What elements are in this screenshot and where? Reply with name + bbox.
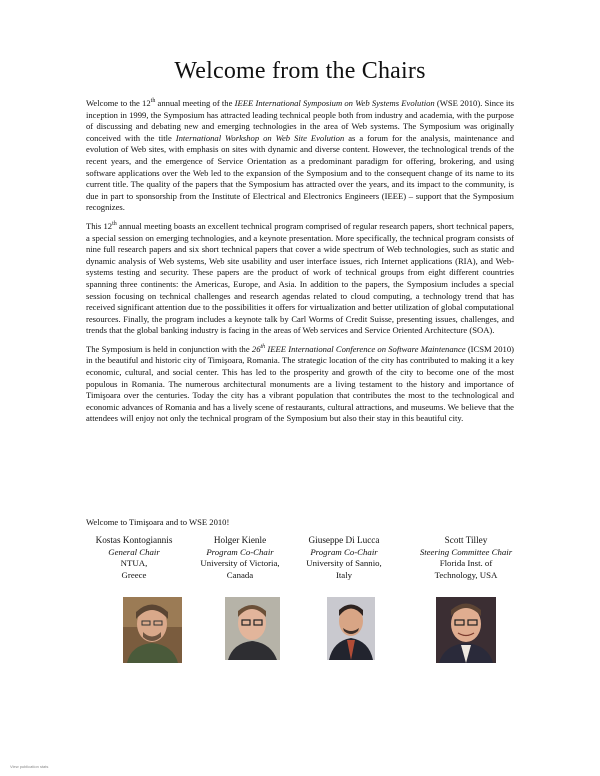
page-title: Welcome from the Chairs xyxy=(174,58,426,84)
chair-affiliation: University of Victoria, xyxy=(200,558,280,568)
chair-steering xyxy=(404,535,528,581)
paragraph-program: This 12th annual meeting boasts an excellent technical program comprised of regular research papers, short technical papers, a special session on emerging technologies, and a keynote presentation. More specifically, the technical program consists of nine full research papers and six short technical papers that cover a wide spectrum of Web technologies, such as static and dynamic analysis of Web systems, Web site usability and user interface issues, rich Internet applications (RIA), and Web-systems testing and security. These papers are the product of work of technical groups from eight different countries spanning three continents: the Americas, Europe, and Asia. In addition to the papers, the Symposium includes a special session focusing on technical challenges and research agendas related to cloud computing, a technology trend that has received significant attention due to the possibilities it offers for virtualization and better utilization of global computational resources. Finally, the program includes a keynote talk by Carl Worms of Credit Suisse, presenting issues, challenges, and trends that the global banking industry is facing in the areas of Web services and Service Oriented Architecture (SOA). xyxy=(86,220,514,336)
footer-note: View publication stats xyxy=(10,764,49,769)
chair-name: Giuseppe Di Lucca xyxy=(308,535,380,545)
chair-affiliation: NTUA, xyxy=(120,558,148,568)
chair-program-1 xyxy=(186,535,294,581)
chair-country: Canada xyxy=(226,569,254,580)
chair-country: Italy xyxy=(335,569,353,580)
chair-name: Kostas Kontogiannis xyxy=(95,535,173,545)
chair-country: Greece xyxy=(121,569,147,580)
chair-affiliation: Florida Inst. of xyxy=(439,558,493,568)
portrait-kienle xyxy=(225,597,280,660)
chair-affiliation: University of Sannio, xyxy=(306,558,382,568)
chair-role: General Chair xyxy=(108,546,160,557)
chair-general xyxy=(80,535,188,581)
chair-role: Program Co-Chair xyxy=(310,546,378,557)
chair-role: Program Co-Chair xyxy=(206,546,274,557)
chair-role: Steering Committee Chair xyxy=(419,546,513,557)
portrait-di-lucca xyxy=(327,597,375,660)
portrait-kontogiannis xyxy=(123,597,182,663)
paragraph-venue: The Symposium is held in conjunction with the 26th IEEE International Conference on Software Maintenance (ICSM 2010) in the beautiful and historic city of Timişoara, Romania. The strategic location of the city has contributed to making it a key economic, cultural, and social center. This has led to the prosperity and growth of the city to become one of the most populous in Romania. The numerous architectural monuments are a living testament to the history and importance of Timişoara over the centuries. Today the city has a vibrant population that contributes the most to the technological and economic advances of Romania and has a lively scene of restaurants, cultural attractions, and museums. We believe that the attendees will enjoy not only the technical program of the Symposium but also their stay in this beautiful city. xyxy=(86,343,514,424)
paragraph-intro: Welcome to the 12th annual meeting of the IEEE International Symposium on Web Systems Evolution (WSE 2010). Since its inception in 1999, the Symposium has attracted leading technical people both from industry and academia, with the purpose of discussing and debating new and emerging technologies in the area of Web systems. The Symposium was originally conceived with the title International Workshop on Web Site Evolution as a forum for the analysis, maintenance and evolution of Web sites, with emphasis on sites with dynamic and diverse content. However, the technological trends of the recent years, and the emergence of Service Orientation as a predominant paradigm for offering, brokering, and using software applications over the Web led to the expansion of the Symposium and to the consequent change of its name to its current title. The quality of the papers that the Symposium has attracted over the years, and its impact to the community, is due in part to sponsorship from the Institute of Electrical and Electronics Engineers (IEEE) – support that the Symposium recognizes. xyxy=(86,98,514,213)
chair-name: Holger Kienle xyxy=(213,535,267,545)
chair-name: Scott Tilley xyxy=(444,535,488,545)
portrait-tilley xyxy=(436,597,496,663)
closing-line: Welcome to Timişoara and to WSE 2010! xyxy=(86,517,230,527)
body-text xyxy=(86,98,514,432)
chair-country: Technology, USA xyxy=(434,569,498,580)
chair-program-2 xyxy=(290,535,398,581)
